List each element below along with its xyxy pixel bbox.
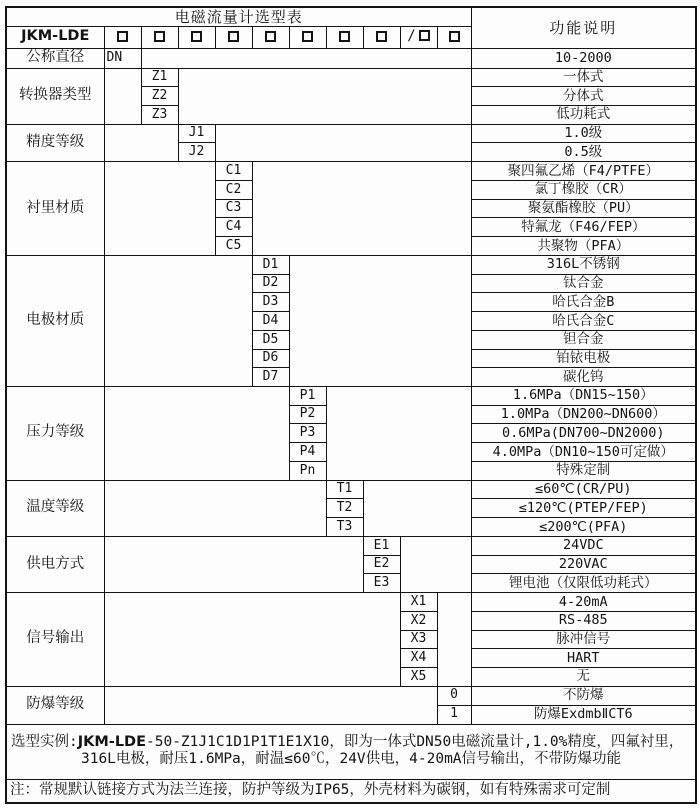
option-code: C1 — [215, 162, 252, 181]
code-box-explosion[interactable] — [437, 26, 471, 48]
option-desc: 低功耗式 — [471, 106, 696, 125]
code-box-signal[interactable] — [400, 26, 437, 48]
option-code: E1 — [363, 536, 400, 555]
option-code: Pn — [289, 461, 326, 480]
checkbox-icon — [419, 30, 430, 41]
option-desc: 特氟龙（F46/FEP） — [471, 218, 696, 237]
option-code: J1 — [178, 124, 215, 143]
checkbox-icon — [191, 31, 202, 42]
option-desc: 碳化钨 — [471, 368, 696, 387]
option-code: P1 — [289, 387, 326, 406]
selection-example — [6, 724, 696, 779]
option-code: Z1 — [141, 68, 178, 87]
option-desc: 316L不锈钢 — [471, 255, 696, 274]
table-title: 电磁流量计选型表 — [6, 7, 471, 26]
option-desc: 1.0级 — [471, 124, 696, 143]
option-desc: 哈氏合金C — [471, 312, 696, 331]
function-column-header: 功能说明 — [471, 7, 696, 48]
selection-table — [5, 6, 697, 804]
option-code: T2 — [326, 499, 363, 518]
option-code: 0 — [437, 686, 471, 705]
spacer-cell — [104, 68, 141, 124]
spacer-cell — [326, 387, 471, 481]
spacer-cell — [363, 480, 471, 536]
spacer-cell — [400, 536, 471, 592]
option-desc: ≤60℃(CR/PU) — [471, 480, 696, 499]
option-desc: ≤120℃(PTEP/FEP) — [471, 499, 696, 518]
option-code: J2 — [178, 143, 215, 162]
option-desc: 脉冲信号 — [471, 630, 696, 649]
option-code: X1 — [400, 593, 437, 612]
section-label-diameter: 公称直径 — [6, 48, 104, 68]
checkbox-icon — [376, 31, 387, 42]
spacer-cell — [104, 387, 289, 481]
code-box-accuracy[interactable] — [178, 26, 215, 48]
section-label-electrode: 电极材质 — [6, 255, 104, 386]
option-code: X3 — [400, 630, 437, 649]
option-code: D1 — [252, 255, 289, 274]
spacer-cell — [178, 68, 471, 124]
option-desc: 10-2000 — [471, 48, 696, 68]
example-model-name: JKM-LDE — [77, 734, 146, 751]
option-code: T3 — [326, 518, 363, 537]
default-config-note: 注：常规默认链接方式为法兰连接，防护等级为IP65，外壳材料为碳钢，如有特殊需求可定制 — [6, 779, 696, 803]
checkbox-icon — [302, 31, 313, 42]
option-code: E2 — [363, 555, 400, 574]
option-code: X2 — [400, 611, 437, 630]
section-label-power: 供电方式 — [6, 536, 104, 592]
option-code: D5 — [252, 330, 289, 349]
spacer-cell — [289, 255, 471, 386]
section-label-accuracy: 精度等级 — [6, 124, 104, 161]
section-label-temperature: 温度等级 — [6, 480, 104, 536]
option-code: D7 — [252, 368, 289, 387]
checkbox-icon — [265, 31, 276, 42]
option-desc: 聚四氟乙烯（F4/PTFE） — [471, 162, 696, 181]
option-desc: 一体式 — [471, 68, 696, 87]
option-code: P3 — [289, 424, 326, 443]
option-code: Z3 — [141, 106, 178, 125]
section-label-signal: 信号输出 — [6, 593, 104, 687]
checkbox-icon — [117, 31, 128, 42]
option-desc: 24VDC — [471, 536, 696, 555]
option-desc: 钽合金 — [471, 330, 696, 349]
option-desc: 0.5级 — [471, 143, 696, 162]
option-desc: 4-20mA — [471, 593, 696, 612]
option-desc: 不防爆 — [471, 686, 696, 705]
spacer-cell — [104, 162, 215, 256]
option-code: X4 — [400, 649, 437, 668]
option-code: D3 — [252, 293, 289, 312]
option-desc: ≤200℃(PFA) — [471, 518, 696, 537]
option-desc: 氯丁橡胶（CR） — [471, 180, 696, 199]
option-desc: HART — [471, 649, 696, 668]
code-box-dn[interactable] — [104, 26, 141, 48]
checkbox-icon — [449, 31, 460, 42]
option-desc: 1.6MPa（DN15~150） — [471, 387, 696, 406]
section-label-converter: 转换器类型 — [6, 68, 104, 124]
spacer-cell — [104, 536, 363, 592]
option-code: C5 — [215, 237, 252, 256]
spacer-cell — [252, 162, 471, 256]
option-code: T1 — [326, 480, 363, 499]
spacer-cell — [104, 686, 437, 724]
option-code: P4 — [289, 443, 326, 462]
checkbox-icon — [228, 31, 239, 42]
option-code: 1 — [437, 705, 471, 724]
option-desc: 锂电池（仅限低功耗式） — [471, 574, 696, 593]
code-box-power[interactable] — [363, 26, 400, 48]
option-code: D2 — [252, 274, 289, 293]
code-box-converter[interactable] — [141, 26, 178, 48]
checkbox-icon — [339, 31, 350, 42]
option-code: E3 — [363, 574, 400, 593]
option-desc: 0.6MPa(DN700~DN2000) — [471, 424, 696, 443]
spacer-cell — [141, 48, 471, 68]
slash-separator: / — [407, 28, 416, 45]
checkbox-icon — [154, 31, 165, 42]
option-desc: 无 — [471, 668, 696, 687]
spacer-cell — [215, 124, 471, 161]
section-label-explosion: 防爆等级 — [6, 686, 104, 724]
model-name: JKM-LDE — [6, 26, 104, 48]
code-box-electrode[interactable] — [252, 26, 289, 48]
option-desc: 特殊定制 — [471, 461, 696, 480]
option-code: P2 — [289, 405, 326, 424]
option-code: Z2 — [141, 87, 178, 106]
option-code: D4 — [252, 312, 289, 331]
code-box-temperature[interactable] — [326, 26, 363, 48]
option-desc: 共聚物（PFA） — [471, 237, 696, 256]
option-code: DN — [104, 48, 141, 68]
option-desc: 聚氨酯橡胶（PU） — [471, 199, 696, 218]
spacer-cell — [437, 593, 471, 687]
code-box-pressure[interactable] — [289, 26, 326, 48]
spacer-cell — [104, 124, 178, 161]
option-desc: 1.0MPa（DN200~DN600） — [471, 405, 696, 424]
option-desc: 220VAC — [471, 555, 696, 574]
spacer-cell — [104, 255, 252, 386]
option-desc: 铂铱电极 — [471, 349, 696, 368]
option-code: D6 — [252, 349, 289, 368]
option-code: X5 — [400, 668, 437, 687]
section-label-pressure: 压力等级 — [6, 387, 104, 481]
option-desc: 哈氏合金B — [471, 293, 696, 312]
spacer-cell — [104, 593, 400, 687]
option-desc: RS-485 — [471, 611, 696, 630]
option-code: C3 — [215, 199, 252, 218]
spacer-cell — [104, 480, 326, 536]
option-desc: 分体式 — [471, 87, 696, 106]
example-line-2: 316L电极，耐压1.6MPa，耐温≤60℃，24V供电，4-20mA信号输出，不带防爆功能 — [80, 751, 622, 767]
option-desc: 防爆ExdmbⅡCT6 — [471, 705, 696, 724]
example-line-1: 选型实例:JKM-LDE-50-Z1J1C1D1P1T1E1X10，即为一体式DN50电磁流量计,1.0%精度，四氟衬里， — [11, 734, 684, 751]
section-label-lining: 衬里材质 — [6, 162, 104, 256]
option-code: C4 — [215, 218, 252, 237]
option-code: C2 — [215, 180, 252, 199]
code-box-lining[interactable] — [215, 26, 252, 48]
option-desc: 钛合金 — [471, 274, 696, 293]
option-desc: 4.0MPa（DN10~150可定做） — [471, 443, 696, 462]
